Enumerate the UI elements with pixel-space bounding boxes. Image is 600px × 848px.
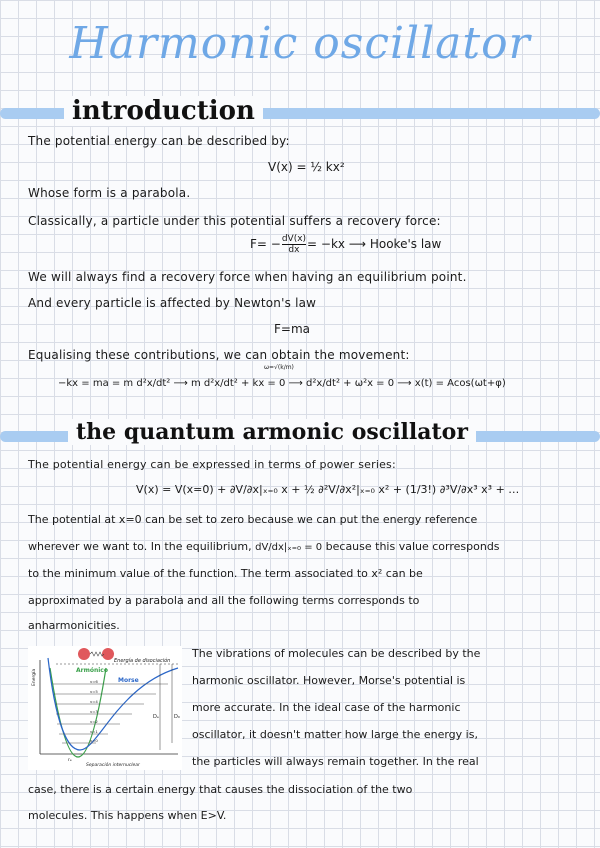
omega-note: ω=√(k/m) [264,364,294,371]
intro-heading: introduction [64,96,263,126]
label-dissociation: Energía de disociación [114,658,171,664]
figure-side-line-4: oscillator, it doesn't matter how large the energy is, [192,728,478,741]
morse-potential-figure [28,646,182,770]
intro-equation-1: V(x) = ½ kx² [268,160,345,174]
intro-line-5: And every particle is affected by Newton's law [28,296,317,310]
quantum-para-line-3: to the minimum value of the function. The term associated to x² can be [28,567,423,580]
quantum-para-line-2 [28,533,500,561]
level-label: v=3 [90,709,98,714]
eq2-right: = −kx ⟶ Hooke's law [307,237,442,251]
quantum-line-1: The potential energy can be expressed in terms of power series: [28,458,396,471]
label-harmonic: Armónico [76,667,108,674]
atom-left [78,648,90,660]
label-energy: Energía [32,668,37,686]
figure-background [28,646,182,770]
page-title: Harmonic oscillator [69,18,531,69]
p2-equation: dV/dx|ₓ₌₀ = 0 [255,542,323,553]
quantum-equation-1: V(x) = V(x=0) + ∂V/∂x|ₓ₌₀ x + ½ ∂²V/∂x²|ₓ₌₀ x² + (1/3!) ∂³V/∂x³ x³ + … [136,483,520,496]
intro-line-4: We will always find a recovery force when having an equilibrium point. [28,270,467,284]
level-label: v=2 [90,719,98,724]
p2-text-a: wherever we want to. In the equilibrium, [28,540,252,553]
level-label: v=6 [90,679,98,684]
intro-equation-3: F=ma [274,322,310,336]
level-labels [90,679,98,743]
intro-line-3: Classically, a particle under this potential suffers a recovery force: [28,214,441,228]
eq2-fraction [282,234,306,255]
p2-text-b: because this value corresponds [325,540,500,553]
final-line-1: case, there is a certain energy that causes the dissociation of the two [28,783,413,796]
intro-line-2: Whose form is a parabola. [28,186,191,200]
intro-line-1: The potential energy can be described by: [28,134,290,148]
intro-line-6: Equalising these contributions, we can obtain the movement: [28,348,410,362]
intro-equation-4: −kx = ma = m d²x/dt² ⟶ m d²x/dt² + kx = 0 ⟶ d²x/dt² + ω²x = 0 ⟶ x(t) = Acos(ωt+φ) [58,378,506,389]
label-separation: Separación internuclear [86,763,140,768]
figure-side-line-1: The vibrations of molecules can be described by the [192,647,481,660]
quantum-para-line-1: The potential at x=0 can be set to zero because we can put the energy reference [28,513,478,526]
level-label: v=0 [90,738,98,743]
label-de: Dₑ [153,714,159,720]
intro-equation-2 [250,234,441,255]
label-morse: Morse [118,677,139,684]
figure-side-line-3: more accurate. In the ideal case of the harmonic [192,701,461,714]
eq2-num: dV(x) [281,234,307,244]
label-re: rₑ [68,758,72,763]
label-d0: D₀ [174,714,180,720]
figure-side-line-2: harmonic oscillator. However, Morse's potential is [192,674,466,687]
level-label: v=5 [90,689,98,694]
final-line-2: molecules. This happens when E>V. [28,809,227,822]
quantum-para-line-5: anharmonicities. [28,619,120,632]
eq2-den: dx [282,244,306,255]
level-label: v=4 [90,699,98,704]
figure-side-line-5: the particles will always remain together. In the real [192,755,479,768]
eq2-left: F= − [250,237,281,251]
quantum-para-line-4: approximated by a parabola and all the following terms corresponds to [28,594,420,607]
quantum-heading: the quantum armonic oscillator [68,419,476,445]
level-label: v=1 [90,729,98,734]
